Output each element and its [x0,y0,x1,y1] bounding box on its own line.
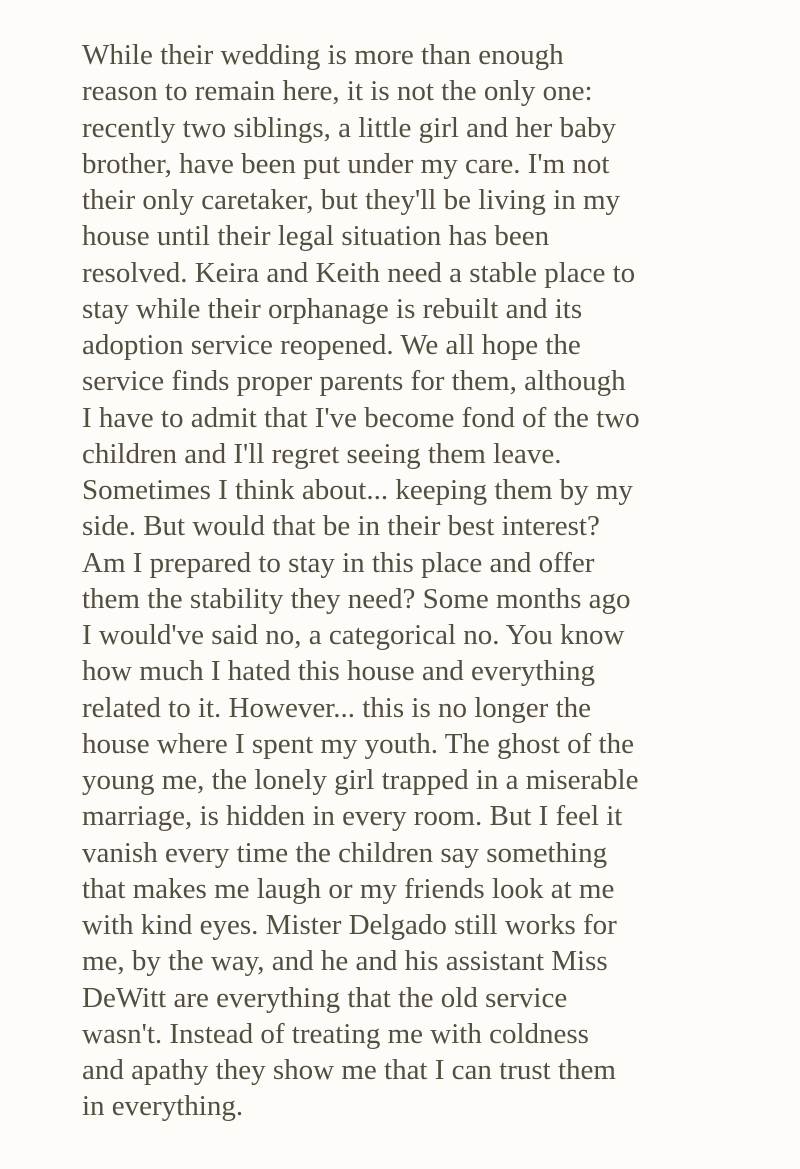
text-line: with kind eyes. Mister Delgado still works for [82,909,617,941]
text-line: recently two siblings, a little girl and her baby [82,111,616,144]
text-line: vanish every time the children say something [82,836,608,869]
text-line: service finds proper parents for them, although [82,365,626,398]
text-line: While their wedding is more than enough [82,39,564,71]
text-line: young me, the lonely girl trapped in a miserable [82,764,639,796]
text-line: me, by the way, and he and his assistant Miss [82,945,608,978]
text-line: how much I hated this house and everything [82,655,596,688]
text-line: Am I prepared to stay in this place and offer [82,546,595,579]
text-line: stay while their orphanage is rebuilt and its [82,292,583,325]
text-line: side. But would that be in their best interest? [82,510,600,543]
text-line: marriage, is hidden in every room. But I feel it [82,800,623,833]
journal-text-block [82,37,640,1125]
text-line: house where I spent my youth. The ghost of the [82,727,634,760]
text-line: DeWitt are everything that the old service [82,981,568,1014]
text-line: that makes me laugh or my friends look at me [82,872,615,905]
text-line: their only caretaker, but they'll be living in my [82,184,621,216]
text-line: related to it. However... this is no longer the [82,691,592,724]
text-line: them the stability they need? Some months ago [82,582,631,615]
text-line: reason to remain here, it is not the only one: [82,75,593,108]
text-line: in everything. [82,1090,244,1123]
text-line: wasn't. Instead of treating me with coldness [82,1017,589,1050]
text-line: Sometimes I think about... keeping them by my [82,474,633,506]
text-line: children and I'll regret seeing them leave. [82,437,562,470]
text-line: I would've said no, a categorical no. You know [82,619,625,651]
text-line: and apathy they show me that I can trust them [82,1054,616,1086]
text-line: resolved. Keira and Keith need a stable place to [82,256,636,289]
text-line: house until their legal situation has been [82,220,550,253]
text-line: I have to admit that I've become fond of the two [82,401,640,434]
text-line: brother, have been put under my care. I'm not [82,147,610,180]
text-line: adoption service reopened. We all hope the [82,329,581,361]
